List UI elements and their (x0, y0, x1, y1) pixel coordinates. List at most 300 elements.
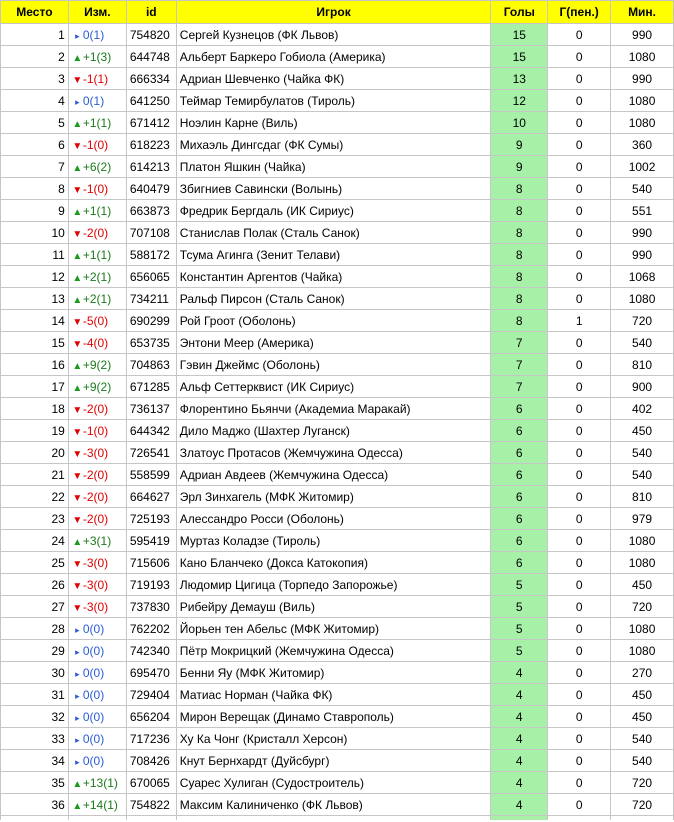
minutes-cell: 810 (611, 486, 674, 508)
player-id-cell: 670065 (126, 772, 176, 794)
change-value: +1(1) (82, 247, 112, 262)
table-row[interactable] (1, 442, 674, 464)
place-cell: 6 (1, 134, 69, 156)
change-cell (68, 706, 126, 728)
minutes-cell: 540 (611, 728, 674, 750)
player-id-cell: 737830 (126, 596, 176, 618)
goals-cell: 8 (491, 200, 548, 222)
place-cell: 12 (1, 266, 69, 288)
minutes-cell: 810 (611, 354, 674, 376)
table-row[interactable] (1, 464, 674, 486)
change-value: -1(0) (82, 423, 109, 438)
minutes-cell: 720 (611, 310, 674, 332)
player-name-cell: Пётр Мокрицкий (Жемчужина Одесса) (176, 640, 491, 662)
place-cell: 16 (1, 354, 69, 376)
table-row[interactable] (1, 112, 674, 134)
goals-cell: 5 (491, 574, 548, 596)
penalty-goals-cell: 0 (548, 772, 611, 794)
place-cell: 1 (1, 24, 69, 46)
place-cell: 30 (1, 662, 69, 684)
goals-cell: 8 (491, 244, 548, 266)
player-name-cell: Максим Калиниченко (ФК Львов) (176, 794, 491, 816)
goals-cell: 6 (491, 464, 548, 486)
place-cell: 22 (1, 486, 69, 508)
player-id-cell: 666334 (126, 68, 176, 90)
header-minutes[interactable]: Мин. (611, 1, 674, 24)
player-id-cell: 558599 (126, 464, 176, 486)
goals-cell: 6 (491, 398, 548, 420)
player-id-cell: 695470 (126, 662, 176, 684)
goals-cell: 4 (491, 772, 548, 794)
table-row[interactable] (1, 596, 674, 618)
penalty-goals-cell: 0 (548, 244, 611, 266)
player-name-cell: Гэвин Джеймс (Оболонь) (176, 354, 491, 376)
place-cell: 4 (1, 90, 69, 112)
place-cell: 34 (1, 750, 69, 772)
minutes-cell: 1080 (611, 552, 674, 574)
table-row[interactable] (1, 398, 674, 420)
change-value: 0(1) (82, 27, 105, 42)
minutes-cell: 720 (611, 794, 674, 816)
change-cell (68, 508, 126, 530)
goals-cell: 4 (491, 750, 548, 772)
change-value: 0(0) (82, 643, 105, 658)
header-penalty-goals[interactable]: Г(пен.) (548, 1, 611, 24)
player-name-cell: Энтони Меер (Америка) (176, 332, 491, 354)
player-id-cell: 644748 (126, 46, 176, 68)
table-row[interactable] (1, 728, 674, 750)
minutes-cell: 270 (611, 662, 674, 684)
change-value: +9(2) (82, 357, 112, 372)
player-name-cell: Мирон Верещак (Динамо Ставрополь) (176, 706, 491, 728)
penalty-goals-cell: 0 (548, 662, 611, 684)
triangle-up-icon: ▲ (72, 294, 83, 306)
table-row[interactable] (1, 574, 674, 596)
penalty-goals-cell: 0 (548, 112, 611, 134)
header-goals[interactable]: Голы (491, 1, 548, 24)
change-cell (68, 310, 126, 332)
table-row[interactable] (1, 420, 674, 442)
triangle-down-icon: ▼ (72, 580, 83, 592)
triangle-down-icon: ▼ (72, 404, 83, 416)
goals-cell: 9 (491, 134, 548, 156)
player-id-cell: 644342 (126, 420, 176, 442)
header-change[interactable]: Изм. (68, 1, 126, 24)
change-cell (68, 200, 126, 222)
change-value: -4(0) (82, 335, 109, 350)
penalty-goals-cell: 0 (548, 376, 611, 398)
penalty-goals-cell: 0 (548, 354, 611, 376)
player-name-cell: Матиас Норман (Чайка ФК) (176, 684, 491, 706)
penalty-goals-cell: 0 (548, 618, 611, 640)
pointer-right-icon: ▸ (75, 624, 80, 635)
minutes-cell: 1080 (611, 288, 674, 310)
pointer-right-icon: ▸ (75, 690, 80, 701)
change-value: 0(0) (82, 687, 105, 702)
change-value: -2(0) (82, 489, 109, 504)
goals-cell: 13 (491, 68, 548, 90)
place-cell: 17 (1, 376, 69, 398)
minutes-cell: 402 (611, 398, 674, 420)
change-cell (68, 332, 126, 354)
penalty-goals-cell: 0 (548, 464, 611, 486)
player-name-cell: Станислав Полак (Сталь Санок) (176, 222, 491, 244)
change-value: -2(0) (82, 511, 109, 526)
table-row[interactable] (1, 794, 674, 816)
place-cell: 36 (1, 794, 69, 816)
triangle-up-icon: ▲ (72, 778, 83, 790)
player-id-cell: 640479 (126, 178, 176, 200)
change-cell (68, 178, 126, 200)
change-value: +1(1) (82, 203, 112, 218)
place-cell: 32 (1, 706, 69, 728)
change-cell (68, 750, 126, 772)
triangle-down-icon: ▼ (72, 184, 83, 196)
minutes-cell: 1068 (611, 266, 674, 288)
place-cell: 3 (1, 68, 69, 90)
player-id-cell: 690299 (126, 310, 176, 332)
penalty-goals-cell: 0 (548, 728, 611, 750)
change-value: +1(3) (82, 49, 112, 64)
penalty-goals-cell: 0 (548, 552, 611, 574)
change-value: +14(1) (82, 797, 118, 812)
pointer-right-icon: ▸ (75, 30, 80, 41)
goals-cell: 8 (491, 288, 548, 310)
goals-cell: 6 (491, 420, 548, 442)
minutes-cell: 1080 (611, 112, 674, 134)
triangle-up-icon: ▲ (72, 272, 83, 284)
penalty-goals-cell: 0 (548, 134, 611, 156)
table-row[interactable] (1, 266, 674, 288)
table-row[interactable] (1, 640, 674, 662)
place-cell: 13 (1, 288, 69, 310)
player-name-cell: Тсума Агинга (Зенит Телави) (176, 244, 491, 266)
goals-cell: 4 (491, 684, 548, 706)
player-name-cell: Суарес Хулиган (Судостроитель) (176, 772, 491, 794)
player-name-cell: Альберт Баркеро Гобиола (Америка) (176, 46, 491, 68)
penalty-goals-cell: 0 (548, 288, 611, 310)
place-cell: 35 (1, 772, 69, 794)
penalty-goals-cell: 0 (548, 46, 611, 68)
player-name-cell: Ральф Пирсон (Сталь Санок) (176, 288, 491, 310)
triangle-down-icon: ▼ (72, 338, 83, 350)
place-cell: 5 (1, 112, 69, 134)
change-value: +1(1) (82, 115, 112, 130)
goals-cell: 4 (491, 794, 548, 816)
table-row[interactable] (1, 46, 674, 68)
player-id-cell: 653735 (126, 332, 176, 354)
triangle-down-icon: ▼ (72, 558, 83, 570)
change-value: -2(0) (82, 225, 109, 240)
table-row[interactable] (1, 684, 674, 706)
penalty-goals-cell: 0 (548, 222, 611, 244)
minutes-cell: 720 (611, 772, 674, 794)
place-cell: 23 (1, 508, 69, 530)
place-cell: 26 (1, 574, 69, 596)
triangle-up-icon: ▲ (72, 52, 83, 64)
table-row[interactable] (1, 222, 674, 244)
minutes-cell: 990 (611, 222, 674, 244)
table-row[interactable] (1, 310, 674, 332)
pointer-right-icon: ▸ (75, 756, 80, 767)
change-value: +9(2) (82, 379, 112, 394)
minutes-cell: 1080 (611, 90, 674, 112)
triangle-up-icon: ▲ (72, 206, 83, 218)
player-name-cell: Теймар Темирбулатов (Тироль) (176, 90, 491, 112)
place-cell: 31 (1, 684, 69, 706)
player-id-cell: 715606 (126, 552, 176, 574)
table-row[interactable] (1, 24, 674, 46)
table-row[interactable] (1, 508, 674, 530)
table-row[interactable] (1, 618, 674, 640)
triangle-up-icon: ▲ (72, 162, 83, 174)
goals-cell: 8 (491, 310, 548, 332)
minutes-cell: 1080 (611, 640, 674, 662)
change-cell (68, 288, 126, 310)
place-cell: 20 (1, 442, 69, 464)
goals-cell: 5 (491, 618, 548, 640)
triangle-up-icon: ▲ (72, 536, 83, 548)
minutes-cell: 540 (611, 332, 674, 354)
change-value: -2(0) (82, 401, 109, 416)
goals-cell: 12 (491, 90, 548, 112)
player-name-cell: Златоус Протасов (Жемчужина Одесса) (176, 442, 491, 464)
triangle-down-icon: ▼ (72, 448, 83, 460)
player-id-cell: 708426 (126, 750, 176, 772)
triangle-down-icon: ▼ (72, 74, 83, 86)
table-row[interactable] (1, 750, 674, 772)
change-cell (68, 376, 126, 398)
change-value: 0(0) (82, 753, 105, 768)
place-cell: 9 (1, 200, 69, 222)
penalty-goals-cell: 0 (548, 794, 611, 816)
player-name-cell: Сергей Кузнецов (ФК Львов) (176, 24, 491, 46)
minutes-cell: 990 (611, 68, 674, 90)
table-row[interactable] (1, 376, 674, 398)
change-cell (68, 244, 126, 266)
place-cell: 25 (1, 552, 69, 574)
minutes-cell: 900 (611, 376, 674, 398)
penalty-goals-cell: 0 (548, 90, 611, 112)
player-name-cell: Людомир Цигица (Торпедо Запорожье) (176, 574, 491, 596)
change-value: -3(0) (82, 599, 109, 614)
table-row[interactable] (1, 68, 674, 90)
penalty-goals-cell: 0 (548, 24, 611, 46)
triangle-up-icon: ▲ (72, 800, 83, 812)
change-cell (68, 266, 126, 288)
change-cell (68, 530, 126, 552)
player-id-cell: 762202 (126, 618, 176, 640)
penalty-goals-cell: 0 (548, 398, 611, 420)
player-id-cell: 641250 (126, 90, 176, 112)
penalty-goals-cell: 0 (548, 156, 611, 178)
penalty-goals-cell: 0 (548, 508, 611, 530)
goals-cell: 5 (491, 596, 548, 618)
player-name-cell: Кано Бланчеко (Докса Катокопия) (176, 552, 491, 574)
change-cell (68, 354, 126, 376)
change-value: -2(0) (82, 467, 109, 482)
minutes-cell: 990 (611, 244, 674, 266)
player-name-cell: Адриан Шевченко (Чайка ФК) (176, 68, 491, 90)
player-id-cell: 671412 (126, 112, 176, 134)
change-value: -3(0) (82, 445, 109, 460)
place-cell: 7 (1, 156, 69, 178)
player-name-cell: Флорентино Бьянчи (Академиа Маракай) (176, 398, 491, 420)
goals-cell: 7 (491, 332, 548, 354)
change-value: +2(1) (82, 291, 112, 306)
place-cell: 27 (1, 596, 69, 618)
player-id-cell: 614213 (126, 156, 176, 178)
table-row-partial (1, 816, 674, 821)
table-row[interactable] (1, 354, 674, 376)
triangle-down-icon: ▼ (72, 316, 83, 328)
goals-cell: 9 (491, 156, 548, 178)
table-row[interactable] (1, 530, 674, 552)
triangle-up-icon: ▲ (72, 360, 83, 372)
place-cell: 11 (1, 244, 69, 266)
triangle-up-icon: ▲ (72, 250, 83, 262)
player-id-cell: 719193 (126, 574, 176, 596)
goals-cell: 7 (491, 354, 548, 376)
minutes-cell: 990 (611, 24, 674, 46)
place-cell: 28 (1, 618, 69, 640)
penalty-goals-cell: 0 (548, 332, 611, 354)
penalty-goals-cell: 0 (548, 640, 611, 662)
change-cell (68, 420, 126, 442)
change-cell (68, 596, 126, 618)
penalty-goals-cell: 0 (548, 420, 611, 442)
change-cell (68, 794, 126, 816)
table-body (1, 24, 674, 821)
change-cell (68, 640, 126, 662)
header-id[interactable]: id (126, 1, 176, 24)
player-name-cell: Адриан Авдеев (Жемчужина Одесса) (176, 464, 491, 486)
change-value: +2(1) (82, 269, 112, 284)
place-cell: 8 (1, 178, 69, 200)
table-row[interactable] (1, 486, 674, 508)
player-name-cell: Фредрик Бергдаль (ИК Сириус) (176, 200, 491, 222)
minutes-cell: 450 (611, 684, 674, 706)
minutes-cell: 720 (611, 596, 674, 618)
player-id-cell: 725193 (126, 508, 176, 530)
place-cell: 14 (1, 310, 69, 332)
table-row[interactable] (1, 156, 674, 178)
player-id-cell: 656204 (126, 706, 176, 728)
change-cell (68, 486, 126, 508)
goals-cell: 6 (491, 442, 548, 464)
table-row[interactable] (1, 178, 674, 200)
change-value: 0(0) (82, 709, 105, 724)
goals-cell: 4 (491, 662, 548, 684)
table-row[interactable] (1, 662, 674, 684)
place-cell: 18 (1, 398, 69, 420)
minutes-cell: 1080 (611, 46, 674, 68)
minutes-cell: 1002 (611, 156, 674, 178)
header-player[interactable]: Игрок (176, 1, 491, 24)
change-value: 0(1) (82, 93, 105, 108)
goals-cell: 4 (491, 728, 548, 750)
penalty-goals-cell: 0 (548, 596, 611, 618)
player-name-cell: Альф Сеттерквист (ИК Сириус) (176, 376, 491, 398)
penalty-goals-cell: 1 (548, 310, 611, 332)
player-id-cell: 742340 (126, 640, 176, 662)
table-row[interactable] (1, 552, 674, 574)
pointer-right-icon: ▸ (75, 96, 80, 107)
place-cell: 10 (1, 222, 69, 244)
change-cell (68, 68, 126, 90)
minutes-cell: 540 (611, 464, 674, 486)
triangle-up-icon: ▲ (72, 382, 83, 394)
player-id-cell: 729404 (126, 684, 176, 706)
triangle-down-icon: ▼ (72, 470, 83, 482)
table-row[interactable] (1, 288, 674, 310)
player-id-cell: 754820 (126, 24, 176, 46)
pointer-right-icon: ▸ (75, 646, 80, 657)
pointer-right-icon: ▸ (75, 668, 80, 679)
triangle-up-icon: ▲ (72, 118, 83, 130)
change-value: +3(1) (82, 533, 112, 548)
change-cell (68, 574, 126, 596)
goals-cell: 6 (491, 508, 548, 530)
player-name-cell: Дило Маджо (Шахтер Луганск) (176, 420, 491, 442)
penalty-goals-cell: 0 (548, 178, 611, 200)
player-id-cell: 671285 (126, 376, 176, 398)
penalty-goals-cell: 0 (548, 442, 611, 464)
place-cell: 15 (1, 332, 69, 354)
triangle-down-icon: ▼ (72, 602, 83, 614)
change-cell (68, 684, 126, 706)
change-value: 0(0) (82, 731, 105, 746)
player-id-cell: 754822 (126, 794, 176, 816)
player-name-cell: Константин Аргентов (Чайка) (176, 266, 491, 288)
player-id-cell: 726541 (126, 442, 176, 464)
player-name-cell: Рой Гроот (Оболонь) (176, 310, 491, 332)
table-row[interactable] (1, 772, 674, 794)
player-name-cell: Алессандро Росси (Оболонь) (176, 508, 491, 530)
player-name-cell: Муртаз Коладзе (Тироль) (176, 530, 491, 552)
table-row[interactable] (1, 706, 674, 728)
table-row[interactable] (1, 200, 674, 222)
change-cell (68, 728, 126, 750)
player-id-cell: 664627 (126, 486, 176, 508)
player-id-cell: 734211 (126, 288, 176, 310)
penalty-goals-cell: 0 (548, 68, 611, 90)
goals-cell: 6 (491, 552, 548, 574)
table-row[interactable] (1, 134, 674, 156)
minutes-cell: 450 (611, 420, 674, 442)
minutes-cell: 551 (611, 200, 674, 222)
change-cell (68, 112, 126, 134)
table-row[interactable] (1, 332, 674, 354)
table-row[interactable] (1, 244, 674, 266)
goals-cell: 15 (491, 46, 548, 68)
minutes-cell: 540 (611, 442, 674, 464)
change-cell (68, 222, 126, 244)
place-cell: 2 (1, 46, 69, 68)
change-value: -1(0) (82, 137, 109, 152)
header-place[interactable]: Место (1, 1, 69, 24)
place-cell: 19 (1, 420, 69, 442)
penalty-goals-cell: 0 (548, 200, 611, 222)
penalty-goals-cell: 0 (548, 530, 611, 552)
table-row[interactable] (1, 90, 674, 112)
goals-cell: 8 (491, 266, 548, 288)
change-value: -1(1) (82, 71, 109, 86)
place-cell: 29 (1, 640, 69, 662)
triangle-down-icon: ▼ (72, 228, 83, 240)
player-name-cell: Бенни Яу (МФК Житомир) (176, 662, 491, 684)
player-name-cell: Кнут Бернхардт (Дуйсбург) (176, 750, 491, 772)
